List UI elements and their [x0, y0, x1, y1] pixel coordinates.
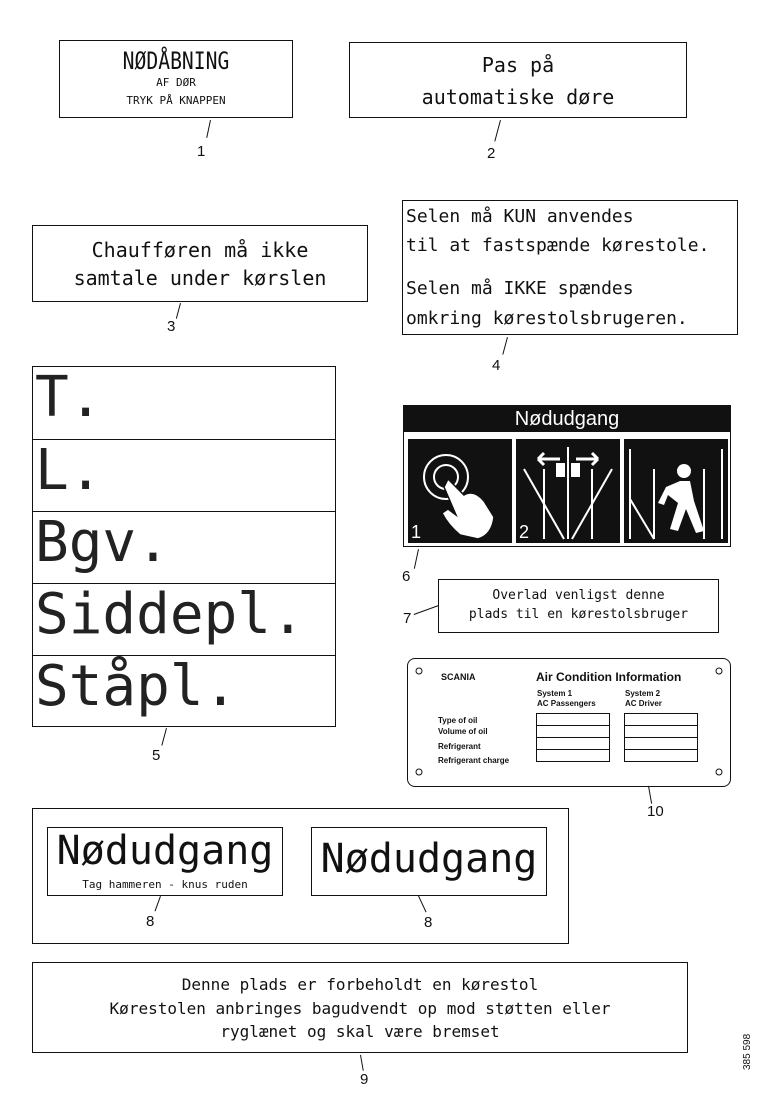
sign-10-label-2: Volume of oil — [438, 727, 488, 736]
sign-8a — [47, 827, 283, 896]
leader-4 — [502, 337, 508, 355]
callout-5: 5 — [152, 747, 161, 764]
sign-6-panel-2-num: 2 — [519, 522, 530, 542]
sign-4-line2: til at fastspænde kørestole. — [406, 235, 710, 256]
sign-1-line2: AF DØR — [156, 76, 196, 89]
sign-4-line3: Selen må IKKE spændes — [406, 278, 634, 299]
sign-5-row-3 — [33, 511, 335, 584]
sign-2 — [349, 42, 687, 118]
sign-4 — [402, 200, 738, 335]
callout-7: 7 — [403, 610, 412, 627]
leader-2 — [494, 120, 501, 142]
sign-2-line1: Pas på — [481, 53, 555, 77]
sign-10-sys1: System 1 — [537, 689, 573, 698]
sign-7-line2: plads til en kørestolsbruger — [468, 607, 689, 622]
sign-5-row-4 — [33, 583, 335, 656]
callout-4: 4 — [492, 357, 501, 374]
running-person-icon — [624, 439, 728, 543]
sign-4-line1: Selen må KUN anvendes — [406, 206, 634, 227]
sign-8b — [311, 827, 547, 896]
callout-1: 1 — [197, 143, 206, 160]
leader-10 — [648, 786, 652, 804]
sign-6-panel-3 — [624, 439, 728, 543]
leader-7 — [414, 605, 439, 615]
sign-9-line3: ryglænet og skal være bremset — [220, 1022, 500, 1041]
sign-6 — [403, 405, 731, 547]
sign-9-line1: Denne plads er forbeholdt en kørestol — [181, 975, 539, 994]
scania-logo: SCANIA — [441, 672, 476, 682]
callout-8a: 8 — [146, 913, 155, 930]
sign-10-title: Air Condition Information — [536, 670, 682, 684]
sign-5-row-4-text: Siddepl. — [35, 582, 305, 647]
sign-3 — [32, 225, 368, 302]
sign-5-row-5-text: Ståpl. — [35, 654, 238, 719]
leader-6 — [414, 549, 419, 569]
sign-10-sys2-sub: AC Driver — [625, 699, 662, 708]
sign-1-line1: NØDÅBNING — [122, 47, 230, 75]
sign-7 — [438, 579, 719, 633]
sign-4-line4: omkring kørestolsbrugeren. — [406, 308, 688, 329]
sign-10-label-3: Refrigerant — [438, 742, 481, 751]
callout-2: 2 — [487, 145, 496, 162]
door-open-icon — [516, 439, 620, 543]
sign-6-panel-1-num: 1 — [411, 522, 422, 542]
sign-6-panel-1 — [408, 439, 512, 543]
callout-8b: 8 — [424, 914, 433, 931]
sign-5-row-5 — [33, 655, 335, 728]
sign-8b-title: Nødudgang — [320, 836, 538, 882]
figure-id: 385 598 — [742, 1033, 753, 1070]
sign-3-line2: samtale under kørslen — [73, 266, 327, 290]
sign-10-label-4: Refrigerant charge — [438, 756, 510, 765]
screw-holes-icon — [408, 659, 730, 786]
sign-6-title-bar — [404, 406, 730, 432]
sign-5-row-2 — [33, 439, 335, 512]
leader-9 — [360, 1055, 364, 1071]
sign-5 — [32, 366, 336, 727]
sign-8a-sub: Tag hammeren - knus ruden — [82, 878, 248, 891]
sign-10 — [407, 658, 731, 787]
sign-9-line2: Kørestolen anbringes bagudvendt op mod støtten eller — [109, 999, 611, 1018]
sign-10-sys1-sub: AC Passengers — [537, 699, 596, 708]
leader-3 — [176, 303, 181, 319]
sign-6-title: Nødudgang — [514, 408, 620, 430]
sign-5-row-1-text: T. — [35, 365, 103, 430]
sign-2-line2: automatiske døre — [421, 85, 615, 109]
sign-5-row-3-text: Bgv. — [35, 510, 170, 575]
callout-9: 9 — [360, 1071, 369, 1088]
sign-5-row-1 — [33, 367, 335, 439]
sign-7-line1: Overlad venligst denne — [492, 588, 665, 603]
sign-1-line3: TRYK PÅ KNAPPEN — [126, 94, 226, 107]
sign-8a-title: Nødudgang — [56, 828, 274, 874]
callout-10: 10 — [647, 803, 664, 820]
sign-3-line1: Chaufføren må ikke — [91, 238, 309, 262]
sign-8-frame — [32, 808, 569, 944]
sign-6-panel-2 — [516, 439, 620, 543]
sign-1 — [59, 40, 293, 118]
finger-press-icon — [408, 439, 512, 543]
sign-9 — [32, 962, 688, 1053]
leader-1 — [206, 120, 211, 138]
sign-10-label-1: Type of oil — [438, 716, 478, 725]
sign-5-row-2-text: L. — [35, 438, 103, 503]
sign-10-sys2: System 2 — [625, 689, 661, 698]
leader-5 — [161, 728, 167, 746]
callout-6: 6 — [402, 568, 411, 585]
callout-3: 3 — [167, 318, 176, 335]
